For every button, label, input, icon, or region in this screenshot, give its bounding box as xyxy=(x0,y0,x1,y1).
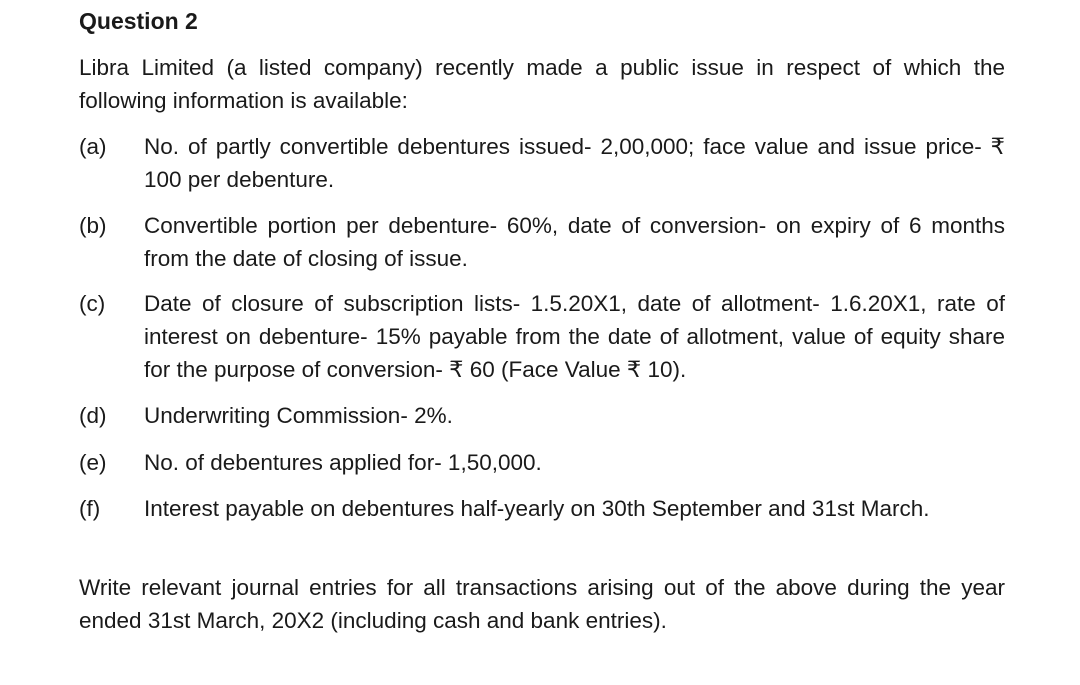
list-item-c xyxy=(79,287,1005,386)
question-instruction: Write relevant journal entries for all transactions arising out of the above during the year ended 31st March, 20X2 (including cash and bank entries). xyxy=(79,575,1005,633)
question-intro: Libra Limited (a listed company) recently made a public issue in respect of which the following information is available: xyxy=(79,55,1005,113)
item-label: (d) xyxy=(79,403,107,428)
item-text: Underwriting Commission- 2%. xyxy=(144,403,453,428)
item-label: (a) xyxy=(79,134,107,159)
list-item-f xyxy=(79,492,1005,525)
list-item-d xyxy=(79,399,1005,432)
list-item-a xyxy=(79,130,1005,196)
item-label: (b) xyxy=(79,213,107,238)
item-text: Interest payable on debentures half-yearly on 30th September and 31st March. xyxy=(144,496,930,521)
item-label: (c) xyxy=(79,291,106,316)
item-label: (f) xyxy=(79,496,101,521)
item-text: No. of partly convertible debentures issued- 2,00,000; face value and issue price- ₹ 100 per debenture. xyxy=(144,134,1005,192)
list-item-b xyxy=(79,209,1005,275)
item-text: No. of debentures applied for- 1,50,000. xyxy=(144,450,542,475)
item-text: Date of closure of subscription lists- 1.5.20X1, date of allotment- 1.6.20X1, rate of interest on debenture- 15% payable from the date of allotment, value of equity share for the purpose of conversion- ₹ 60 (Face Value ₹ 10). xyxy=(144,291,1005,382)
item-label: (e) xyxy=(79,450,107,475)
question-title: Question 2 xyxy=(79,8,198,34)
item-text: Convertible portion per debenture- 60%, date of conversion- on expiry of 6 months from the date of closing of issue. xyxy=(144,213,1005,271)
list-item-e xyxy=(79,446,1005,479)
